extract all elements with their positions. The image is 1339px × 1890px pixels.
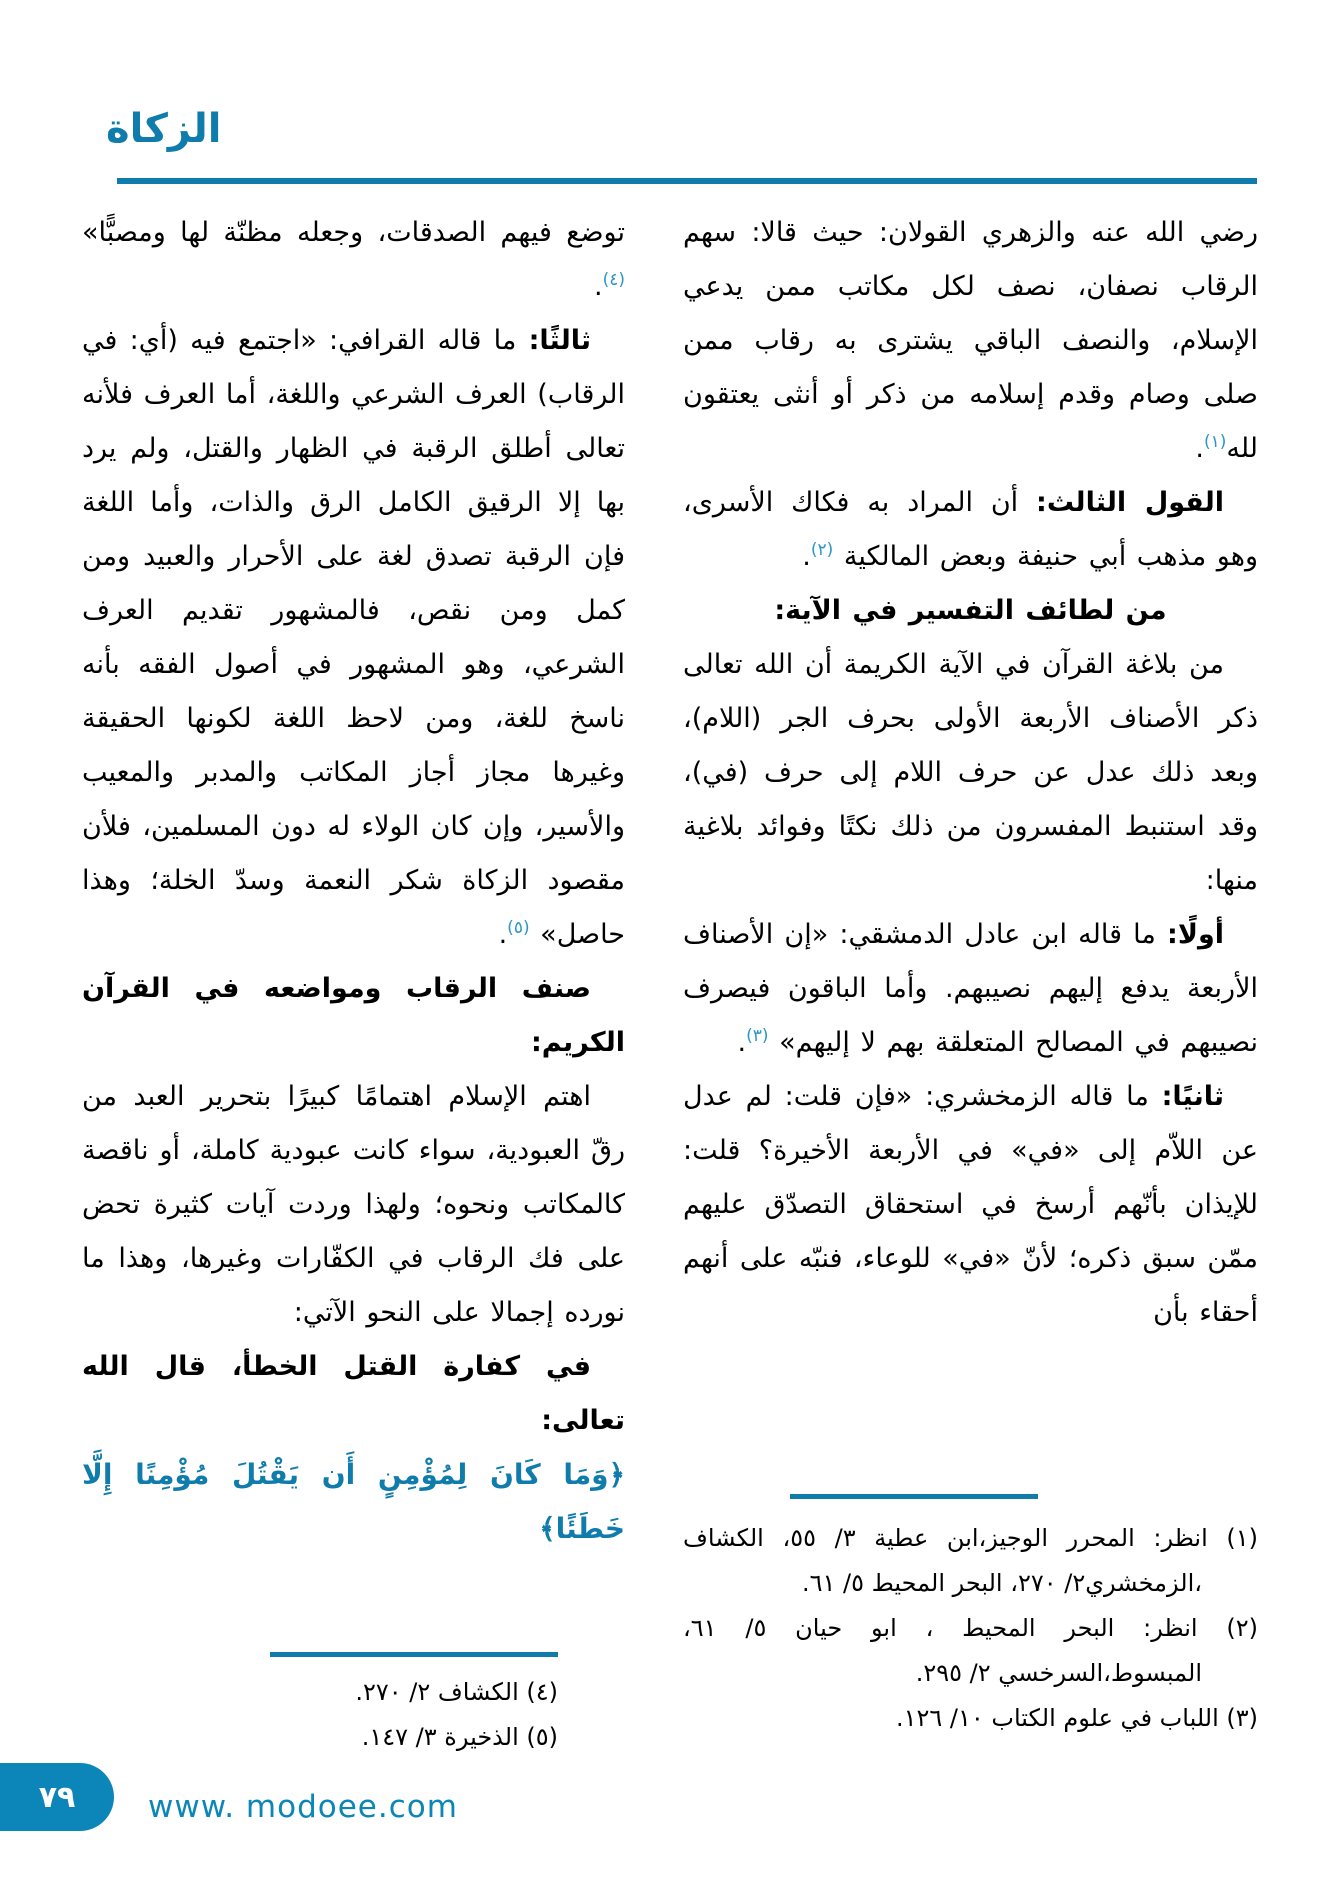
footnotes-left xyxy=(82,1670,558,1760)
column-left xyxy=(82,206,625,1556)
footnotes-right xyxy=(683,1516,1258,1741)
bold-text: أولًا: xyxy=(1167,919,1224,950)
text-run: ما قاله القرافي: «اجتمع فيه (أي: في الرقاب) العرف الشرعي واللغة، أما العرف فلأنه تعالى أطلق الرقبة في الظهار والقتل، ولم يرد بها إلا الرقيق الكامل الرق والذات، وأما اللغة فإن الرقبة تصدق لغة على الأحرار والعبيد ومن كمل ومن نقص، فالمشهور تقديم العرف الشرعي، وهو المشهور في أصول الفقه بأنه ناسخ للغة، ومن لاحظ اللغة لكونها الحقيقة وغيرها مجاز أجاز المكاتب والمدبر والمعيب والأسير، وإن كان الولاء له دون المسلمين، فلأن مقصود الزكاة شكر النعمة وسدّ الخلة؛ وهذا حاصل» xyxy=(82,325,625,950)
paragraph xyxy=(82,206,625,314)
text-run: من بلاغة القرآن في الآية الكريمة أن الله تعالى ذكر الأصناف الأربعة الأولى بحرف الجر (اللام)، وبعد ذلك عدل عن حرف اللام إلى حرف (في)، وقد استنبط المفسرون من ذلك نكتًا وفوائد بلاغية منها: xyxy=(683,649,1258,896)
paragraph xyxy=(683,1070,1258,1340)
bold-text: القول الثالث: xyxy=(1036,487,1224,518)
column-right xyxy=(683,206,1258,1340)
footnote: (٥) الذخيرة ٣/ ١٤٧. xyxy=(361,1723,558,1751)
text-run: . xyxy=(802,541,811,572)
footnote-marker: (٥) xyxy=(507,918,530,938)
footnote-marker: (٣) xyxy=(746,1026,769,1046)
page-title: الزكاة xyxy=(106,106,222,152)
footnote: (٢) انظر: البحر المحيط ، ابو حيان ٥/ ٦١، المبسوط،السرخسي ٢/ ٢٩٥. xyxy=(683,1614,1258,1687)
text-run: ما قاله ابن عادل الدمشقي: «إن الأصناف الأربعة يدفع إليهم نصيبهم. وأما الباقون فيصرف نصيبهم في المصالح المتعلقة بهم لا إليهم» xyxy=(683,919,1258,1058)
bold-text: صنف الرقاب ومواضعه في القرآن الكريم: xyxy=(82,973,625,1058)
paragraph xyxy=(82,962,625,1070)
page-number-tab xyxy=(0,1763,114,1831)
bold-text: من لطائف التفسير في الآية: xyxy=(774,595,1167,626)
bold-text: ثالثًا: xyxy=(528,325,591,356)
text-run: . xyxy=(737,1027,747,1058)
footnote: (٤) الكشاف ٢/ ٢٧٠. xyxy=(355,1678,558,1706)
paragraph xyxy=(683,206,1258,476)
text-run: ما قاله الزمخشري: «فإن قلت: لم عدل عن اللاّم إلى «في» في الأربعة الأخيرة؟ قلت: للإيذان بأنّهم أرسخ في استحقاق التصدّق عليهم ممّن سبق ذكره؛ لأنّ «في» للوعاء، فنبّه على أنهم أحقاء بأن xyxy=(683,1081,1258,1328)
footnote-divider-left xyxy=(270,1652,558,1657)
paragraph xyxy=(82,314,625,962)
paragraph xyxy=(82,1340,625,1448)
bold-text: في كفارة القتل الخطأ، قال الله تعالى: xyxy=(82,1351,625,1436)
text-run: أن المراد به فكاك الأسرى، وهو مذهب أبي حنيفة وبعض المالكية xyxy=(683,487,1258,572)
text-run: ﴿وَمَا كَانَ لِمُؤْمِنٍ أَن يَقْتُلَ مُؤْمِنًا إِلَّا خَطَئًا﴾ xyxy=(82,1458,625,1545)
text-run: اهتم الإسلام اهتمامًا كبيرًا بتحرير العبد من رقّ العبودية، سواء كانت عبودية كاملة، أو ناقصة كالمكاتب ونحوه؛ ولهذا وردت آيات كثيرة تحض على فك الرقاب في الكفّارات وغيرها، وهذا ما نورده إجمالا على النحو الآتي: xyxy=(82,1081,625,1328)
footnote-marker: (١) xyxy=(1203,432,1227,452)
website-link[interactable]: www. modoee.com xyxy=(148,1789,458,1825)
footnote-divider-right xyxy=(790,1494,1038,1499)
bold-text: ثانيًا: xyxy=(1161,1081,1224,1112)
paragraph xyxy=(683,638,1258,908)
text-run: . xyxy=(1195,433,1204,464)
text-run: . xyxy=(498,919,508,950)
quran-verse xyxy=(82,1448,625,1556)
text-run: توضع فيهم الصدقات، وجعله مظنّة لها ومصبًّا» xyxy=(82,217,625,248)
footnote-marker: (٤) xyxy=(602,270,625,290)
text-run: رضي الله عنه والزهري القولان: حيث قالا: سهم الرقاب نصفان، نصف لكل مكاتب ممن يدعي الإسلام، والنصف الباقي يشترى به رقاب ممن صلى وصام وقدم إسلامه من ذكر أو أنثى يعتقون لله xyxy=(683,217,1258,464)
paragraph xyxy=(683,584,1258,638)
header-rule xyxy=(117,178,1257,184)
footnote-marker: (٢) xyxy=(810,540,834,560)
footnote: (١) انظر: المحرر الوجيز،ابن عطية ٣/ ٥٥، الكشاف ،الزمخشري٢/ ٢٧٠، البحر المحيط ٥/ ٦١. xyxy=(683,1524,1258,1597)
footnote: (٣) اللباب في علوم الكتاب ١٠/ ١٢٦. xyxy=(895,1704,1258,1732)
text-run: . xyxy=(593,271,603,302)
paragraph xyxy=(683,476,1258,584)
page-number: ٧٩ xyxy=(38,1779,76,1815)
paragraph xyxy=(82,1070,625,1340)
paragraph xyxy=(683,908,1258,1070)
